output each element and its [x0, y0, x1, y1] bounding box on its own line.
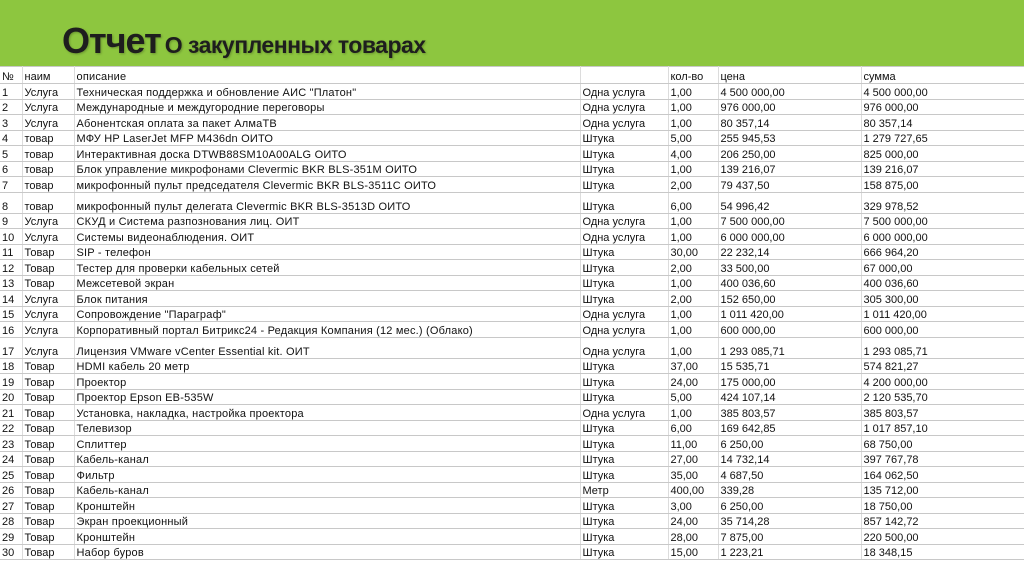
table-cell: Штука [580, 467, 668, 483]
column-header: № [0, 67, 22, 84]
table-cell: 4 500 000,00 [718, 84, 861, 100]
table-cell: 16 [0, 322, 22, 338]
table-cell: 23 [0, 436, 22, 452]
table-cell: 1 293 085,71 [861, 337, 1024, 358]
table-cell: 6 000 000,00 [861, 229, 1024, 245]
table-cell: 67 000,00 [861, 260, 1024, 276]
table-cell: 6,00 [668, 420, 718, 436]
table-cell: Штука [580, 513, 668, 529]
table-cell: 21 [0, 405, 22, 421]
table-cell: Тестер для проверки кабельных сетей [74, 260, 580, 276]
table-cell: 206 250,00 [718, 146, 861, 162]
table-cell: 400 036,60 [718, 275, 861, 291]
table-cell: Штука [580, 420, 668, 436]
table-cell: 27 [0, 498, 22, 514]
table-cell: 6 [0, 161, 22, 177]
table-cell: 9 [0, 213, 22, 229]
table-cell: Одна услуга [580, 229, 668, 245]
table-row [0, 513, 1024, 529]
table-cell: 164 062,50 [861, 467, 1024, 483]
column-header: описание [74, 67, 580, 84]
table-cell: Штука [580, 374, 668, 390]
table-cell: Товар [22, 513, 74, 529]
table-cell: Штука [580, 161, 668, 177]
table-cell: 329 978,52 [861, 192, 1024, 213]
table-cell: Телевизор [74, 420, 580, 436]
table-cell: микрофонный пульт делегата Clevermic BKR BLS-3513D ОИТО [74, 192, 580, 213]
table-cell: Товар [22, 529, 74, 545]
column-header [580, 67, 668, 84]
table-cell: Товар [22, 260, 74, 276]
table-cell: 3 [0, 115, 22, 131]
table-cell: Штука [580, 260, 668, 276]
table-header-row [0, 67, 1024, 84]
table-cell: 5 [0, 146, 22, 162]
table-cell: Товар [22, 436, 74, 452]
table-cell: 1,00 [668, 99, 718, 115]
table-cell: Товар [22, 374, 74, 390]
table-cell: Кронштейн [74, 529, 580, 545]
table-cell: Одна услуга [580, 84, 668, 100]
table-cell: 12 [0, 260, 22, 276]
table-cell: Кабель-канал [74, 451, 580, 467]
title-banner [0, 0, 1024, 66]
table-cell: 1,00 [668, 229, 718, 245]
table-cell: Товар [22, 244, 74, 260]
table-cell: товар [22, 161, 74, 177]
table-cell: Установка, накладка, настройка проектора [74, 405, 580, 421]
table-cell: 400 036,60 [861, 275, 1024, 291]
table-cell: 80 357,14 [718, 115, 861, 131]
table-cell: Блок питания [74, 291, 580, 307]
table-cell: Товар [22, 420, 74, 436]
table-cell: Услуга [22, 229, 74, 245]
table-cell: 135 712,00 [861, 482, 1024, 498]
table-cell: 1,00 [668, 115, 718, 131]
table-cell: Лицензия VMware vCenter Essential kit. ОИТ [74, 337, 580, 358]
table-cell: 2 [0, 99, 22, 115]
table-cell: 37,00 [668, 358, 718, 374]
table-cell: 28 [0, 513, 22, 529]
table-cell: товар [22, 192, 74, 213]
table-cell: 1 011 420,00 [718, 306, 861, 322]
table-cell: 6 000 000,00 [718, 229, 861, 245]
table-cell: Услуга [22, 291, 74, 307]
table-cell: 15 [0, 306, 22, 322]
table-row [0, 467, 1024, 483]
table-cell: Корпоративный портал Битрикс24 - Редакция Компания (12 мес.) (Облако) [74, 322, 580, 338]
table-cell: 2,00 [668, 177, 718, 193]
table-cell: Штука [580, 529, 668, 545]
table-cell: 54 996,42 [718, 192, 861, 213]
table-cell: 1,00 [668, 213, 718, 229]
table-cell: Набор буров [74, 544, 580, 560]
table-cell: Кронштейн [74, 498, 580, 514]
column-header: кол-во [668, 67, 718, 84]
table-cell: 385 803,57 [718, 405, 861, 421]
table-cell: 17 [0, 337, 22, 358]
table-cell: Товар [22, 405, 74, 421]
table-cell: микрофонный пульт председателя Clevermic BKR BLS-3511C ОИТО [74, 177, 580, 193]
table-cell: Проектор Epson EB-535W [74, 389, 580, 405]
table-cell: 2 120 535,70 [861, 389, 1024, 405]
table-cell: 1,00 [668, 405, 718, 421]
table-cell: Товар [22, 451, 74, 467]
table-cell: Одна услуга [580, 337, 668, 358]
table-row [0, 275, 1024, 291]
table-cell: 2,00 [668, 260, 718, 276]
table-cell: 4 500 000,00 [861, 84, 1024, 100]
table-cell: 397 767,78 [861, 451, 1024, 467]
table-cell: 4 200 000,00 [861, 374, 1024, 390]
table-row [0, 146, 1024, 162]
table-cell: 33 500,00 [718, 260, 861, 276]
table-cell: 24,00 [668, 513, 718, 529]
table-cell: 25 [0, 467, 22, 483]
table-cell: 8 [0, 192, 22, 213]
table-cell: Одна услуга [580, 213, 668, 229]
table-cell: Штука [580, 544, 668, 560]
table-cell: 220 500,00 [861, 529, 1024, 545]
table-cell: Метр [580, 482, 668, 498]
table-cell: Штука [580, 358, 668, 374]
table-cell: 7 [0, 177, 22, 193]
table-cell: Одна услуга [580, 306, 668, 322]
table-cell: Системы видеонаблюдения. ОИТ [74, 229, 580, 245]
page-title [62, 20, 426, 62]
table-cell: 1,00 [668, 306, 718, 322]
table-cell: SIP - телефон [74, 244, 580, 260]
table-row [0, 192, 1024, 213]
table-cell: Штука [580, 498, 668, 514]
table-row [0, 213, 1024, 229]
table-cell: Услуга [22, 213, 74, 229]
table-cell: 14 [0, 291, 22, 307]
table-cell: HDMI кабель 20 метр [74, 358, 580, 374]
table-cell: Штука [580, 451, 668, 467]
table-cell: 600 000,00 [861, 322, 1024, 338]
table-cell: 1,00 [668, 84, 718, 100]
table-cell: 385 803,57 [861, 405, 1024, 421]
table-cell: 7 500 000,00 [718, 213, 861, 229]
table-cell: Межсетевой экран [74, 275, 580, 291]
column-header: наим [22, 67, 74, 84]
table-cell: 1 279 727,65 [861, 130, 1024, 146]
table-cell: Сопровождение "Параграф" [74, 306, 580, 322]
table-cell: 13 [0, 275, 22, 291]
table-cell: Сплиттер [74, 436, 580, 452]
table-cell: Одна услуга [580, 405, 668, 421]
table-cell: 976 000,00 [718, 99, 861, 115]
purchases-table [0, 66, 1024, 560]
table-row [0, 260, 1024, 276]
table-cell: 6 250,00 [718, 498, 861, 514]
table-cell: Кабель-канал [74, 482, 580, 498]
table-cell: Одна услуга [580, 322, 668, 338]
table-cell: Штука [580, 146, 668, 162]
table-cell: 28,00 [668, 529, 718, 545]
table-row [0, 374, 1024, 390]
table-cell: 79 437,50 [718, 177, 861, 193]
table-cell: Международные и междугородние переговоры [74, 99, 580, 115]
table-row [0, 161, 1024, 177]
table-cell: 29 [0, 529, 22, 545]
table-cell: 11 [0, 244, 22, 260]
title-main: Отчет [62, 20, 161, 61]
table-cell: 35,00 [668, 467, 718, 483]
table-cell: Товар [22, 544, 74, 560]
table-row [0, 358, 1024, 374]
table-row [0, 99, 1024, 115]
table-cell: Штука [580, 275, 668, 291]
table-cell: 825 000,00 [861, 146, 1024, 162]
table-cell: 169 642,85 [718, 420, 861, 436]
table-cell: 10 [0, 229, 22, 245]
table-cell: 175 000,00 [718, 374, 861, 390]
table-cell: Штука [580, 177, 668, 193]
table-cell: Штука [580, 389, 668, 405]
table-cell: 5,00 [668, 130, 718, 146]
table-row [0, 115, 1024, 131]
table-row [0, 130, 1024, 146]
table-row [0, 544, 1024, 560]
table-cell: 1 [0, 84, 22, 100]
table-row [0, 291, 1024, 307]
table-row [0, 482, 1024, 498]
table-cell: 424 107,14 [718, 389, 861, 405]
table-cell: Товар [22, 498, 74, 514]
table-cell: 30 [0, 544, 22, 560]
table-cell: 666 964,20 [861, 244, 1024, 260]
table-cell: Товар [22, 275, 74, 291]
table-cell: Штука [580, 291, 668, 307]
table-cell: Штука [580, 192, 668, 213]
table-cell: 400,00 [668, 482, 718, 498]
table-cell: 2,00 [668, 291, 718, 307]
table-cell: 152 650,00 [718, 291, 861, 307]
table-cell: Штука [580, 436, 668, 452]
table-cell: Услуга [22, 99, 74, 115]
table-cell: 139 216,07 [861, 161, 1024, 177]
table-cell: 15 535,71 [718, 358, 861, 374]
table-cell: СКУД и Система разпознования лиц. ОИТ [74, 213, 580, 229]
table-cell: Интерактивная доска DTWB88SM10A00ALG ОИТО [74, 146, 580, 162]
table-cell: товар [22, 146, 74, 162]
table-cell: МФУ HP LaserJet MFP M436dn ОИТО [74, 130, 580, 146]
table-cell: 3,00 [668, 498, 718, 514]
table-row [0, 337, 1024, 358]
table-cell: Проектор [74, 374, 580, 390]
report-table-container [0, 66, 1024, 574]
table-cell: Блок управление микрофонами Clevermic BKR BLS-351M ОИТО [74, 161, 580, 177]
table-row [0, 436, 1024, 452]
table-row [0, 389, 1024, 405]
table-cell: Услуга [22, 84, 74, 100]
table-row [0, 529, 1024, 545]
table-cell: Фильтр [74, 467, 580, 483]
table-cell: Экран проекционный [74, 513, 580, 529]
table-cell: 80 357,14 [861, 115, 1024, 131]
table-cell: Товар [22, 482, 74, 498]
table-cell: Товар [22, 389, 74, 405]
table-cell: Абонентская оплата за пакет АлмаТВ [74, 115, 580, 131]
table-cell: 68 750,00 [861, 436, 1024, 452]
table-cell: 4 687,50 [718, 467, 861, 483]
table-cell: 139 216,07 [718, 161, 861, 177]
table-cell: 27,00 [668, 451, 718, 467]
column-header: цена [718, 67, 861, 84]
table-row [0, 498, 1024, 514]
table-cell: 35 714,28 [718, 513, 861, 529]
table-cell: Товар [22, 358, 74, 374]
table-cell: товар [22, 177, 74, 193]
table-cell: 24 [0, 451, 22, 467]
table-row [0, 420, 1024, 436]
table-cell: 1 293 085,71 [718, 337, 861, 358]
table-cell: 574 821,27 [861, 358, 1024, 374]
table-cell: 1,00 [668, 161, 718, 177]
table-cell: 11,00 [668, 436, 718, 452]
table-cell: 19 [0, 374, 22, 390]
table-cell: Одна услуга [580, 99, 668, 115]
table-cell: 339,28 [718, 482, 861, 498]
table-cell: 18 750,00 [861, 498, 1024, 514]
table-cell: 857 142,72 [861, 513, 1024, 529]
table-cell: Услуга [22, 306, 74, 322]
table-cell: 24,00 [668, 374, 718, 390]
table-cell: товар [22, 130, 74, 146]
table-cell: 1 223,21 [718, 544, 861, 560]
table-cell: Техническая поддержка и обновление АИС "Платон" [74, 84, 580, 100]
table-cell: 22 [0, 420, 22, 436]
table-cell: 7 875,00 [718, 529, 861, 545]
table-cell: Услуга [22, 322, 74, 338]
table-cell: 18 [0, 358, 22, 374]
table-cell: 255 945,53 [718, 130, 861, 146]
table-row [0, 84, 1024, 100]
table-cell: 1,00 [668, 337, 718, 358]
title-subtitle: О закупленных товарах [164, 32, 426, 58]
table-row [0, 244, 1024, 260]
table-cell: 6,00 [668, 192, 718, 213]
table-cell: Услуга [22, 115, 74, 131]
table-cell: 7 500 000,00 [861, 213, 1024, 229]
table-row [0, 306, 1024, 322]
table-cell: 1 017 857,10 [861, 420, 1024, 436]
table-cell: 4 [0, 130, 22, 146]
table-cell: 305 300,00 [861, 291, 1024, 307]
table-cell: 14 732,14 [718, 451, 861, 467]
table-row [0, 322, 1024, 338]
table-row [0, 451, 1024, 467]
table-cell: 18 348,15 [861, 544, 1024, 560]
table-cell: Услуга [22, 337, 74, 358]
table-cell: Штука [580, 244, 668, 260]
table-cell: 5,00 [668, 389, 718, 405]
table-cell: 6 250,00 [718, 436, 861, 452]
table-cell: 26 [0, 482, 22, 498]
table-cell: 1,00 [668, 275, 718, 291]
table-cell: 1 011 420,00 [861, 306, 1024, 322]
column-header: сумма [861, 67, 1024, 84]
table-cell: 1,00 [668, 322, 718, 338]
table-cell: 976 000,00 [861, 99, 1024, 115]
table-cell: 22 232,14 [718, 244, 861, 260]
table-row [0, 177, 1024, 193]
table-row [0, 405, 1024, 421]
table-cell: Товар [22, 467, 74, 483]
table-cell: 15,00 [668, 544, 718, 560]
table-row [0, 229, 1024, 245]
table-cell: Штука [580, 130, 668, 146]
table-cell: 4,00 [668, 146, 718, 162]
table-cell: 30,00 [668, 244, 718, 260]
table-cell: 20 [0, 389, 22, 405]
table-cell: 600 000,00 [718, 322, 861, 338]
table-cell: 158 875,00 [861, 177, 1024, 193]
table-cell: Одна услуга [580, 115, 668, 131]
